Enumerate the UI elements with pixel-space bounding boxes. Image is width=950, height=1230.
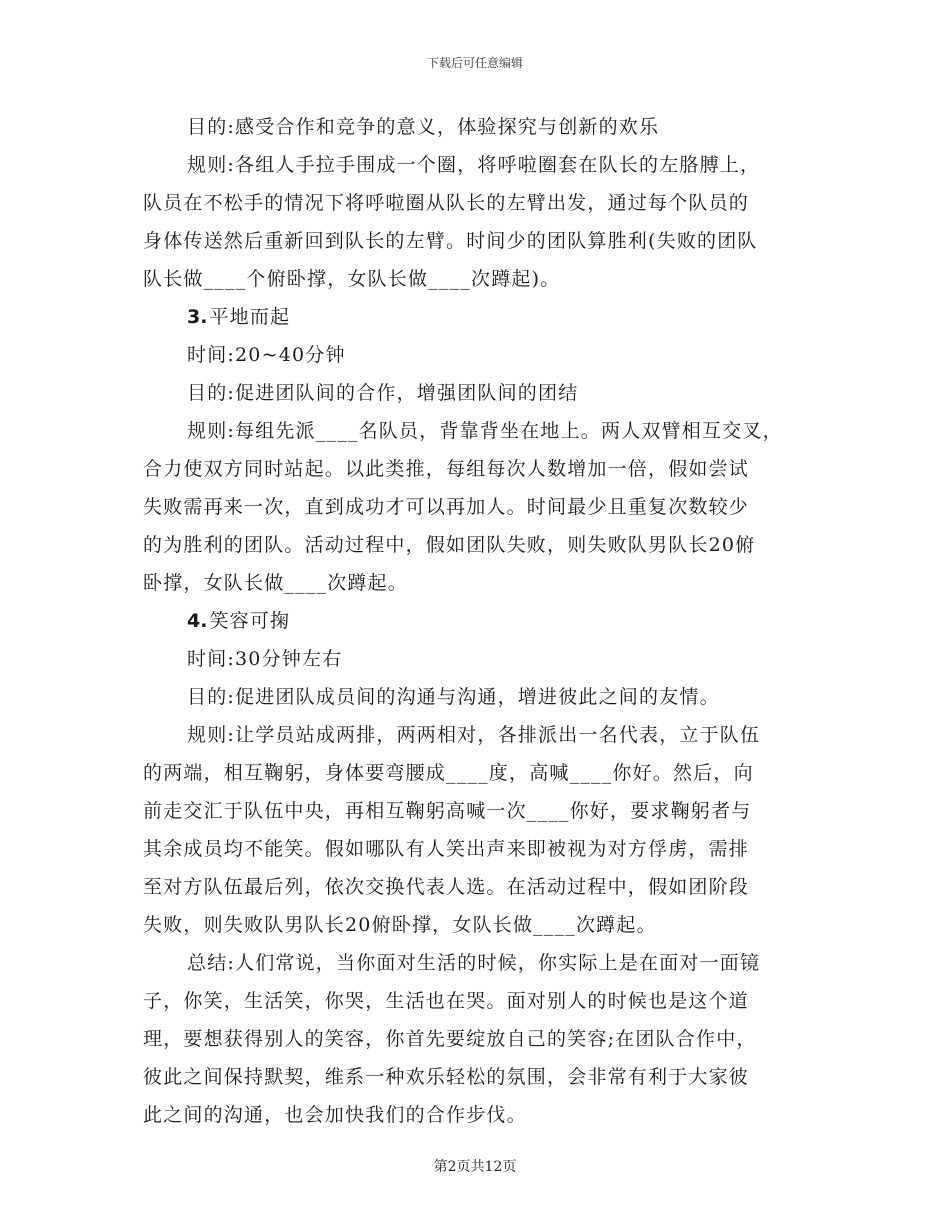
text-line: 失败，则失败队男队长20俯卧撑，女队长做____次蹲起。 — [143, 914, 657, 936]
text-line: 至对方队伍最后列，依次交换代表人选。在活动过程中，假如团阶段 — [143, 876, 750, 898]
text-line: 时间:30分钟左右 — [187, 648, 343, 670]
text-line: 目的:促进团队间的合作，增强团队间的团结 — [187, 382, 579, 404]
text-line: 彼此之间保持默契，维系一种欢乐轻松的氛围，会非常有利于大家彼 — [143, 1066, 750, 1088]
text-line: 目的:感受合作和竞争的意义，体验探究与创新的欢乐 — [187, 116, 660, 138]
page-header: 下载后可任意编辑 — [426, 56, 523, 70]
text-line: 失败需再来一次，直到成功才可以再加人。时间最少且重复次数较少 — [143, 496, 750, 518]
text-line: 其余成员均不能笑。假如哪队有人笑出声来即被视为对方俘虏，需排 — [143, 838, 750, 860]
section-number: 4. — [187, 610, 208, 632]
text-line: 此之间的沟通，也会加快我们的合作步伐。 — [143, 1104, 527, 1126]
text-line: 合力使双方同时站起。以此类推，每组每次人数增加一倍，假如尝试 — [143, 458, 750, 480]
text-line: 理，要想获得别人的笑容，你首先要绽放自己的笑容;在团队合作中， — [143, 1028, 757, 1050]
text-line: 队员在不松手的情况下将呼啦圈从队长的左臂出发，通过每个队员的 — [143, 192, 750, 214]
document-body — [143, 108, 823, 1134]
text-line: 的为胜利的团队。活动过程中，假如团队失败，则失败队男队长20俯 — [143, 534, 756, 556]
text-line: 规则:各组人手拉手围成一个圈，将呼啦圈套在队长的左胳膊上， — [187, 154, 761, 176]
text-line: 时间:20~40分钟 — [187, 344, 346, 366]
section-title: 平地而起 — [209, 306, 291, 328]
section-heading — [143, 298, 823, 336]
text-line: 子，你笑，生活笑，你哭，生活也在哭。面对别人的时候也是这个道 — [143, 990, 750, 1012]
text-line: 身体传送然后重新回到队长的左臂。时间少的团队算胜利(失败的团队 — [143, 230, 758, 252]
page-number: 第2页共12页 — [433, 1159, 517, 1175]
text-line: 目的:促进团队成员间的沟通与沟通，增进彼此之间的友情。 — [187, 686, 720, 708]
section-heading — [143, 602, 823, 640]
text-line: 的两端，相互鞠躬，身体要弯腰成____度，高喊____你好。然后，向 — [143, 762, 754, 784]
text-line: 规则:让学员站成两排，两两相对，各排派出一名代表，立于队伍 — [187, 724, 761, 746]
text-line: 前走交汇于队伍中央，再相互鞠躬高喊一次____你好，要求鞠躬者与 — [143, 800, 752, 822]
text-line: 规则:每组先派____名队员，背靠背坐在地上。两人双臂相互交叉， — [187, 420, 783, 442]
text-line: 队长做____个俯卧撑，女队长做____次蹲起)。 — [143, 268, 561, 290]
section-number: 3. — [187, 306, 208, 328]
section-title: 笑容可掬 — [209, 610, 291, 632]
text-line: 总结:人们常说，当你面对生活的时候，你实际上是在面对一面镜 — [187, 952, 761, 974]
text-line: 卧撑，女队长做____次蹲起。 — [143, 572, 409, 594]
